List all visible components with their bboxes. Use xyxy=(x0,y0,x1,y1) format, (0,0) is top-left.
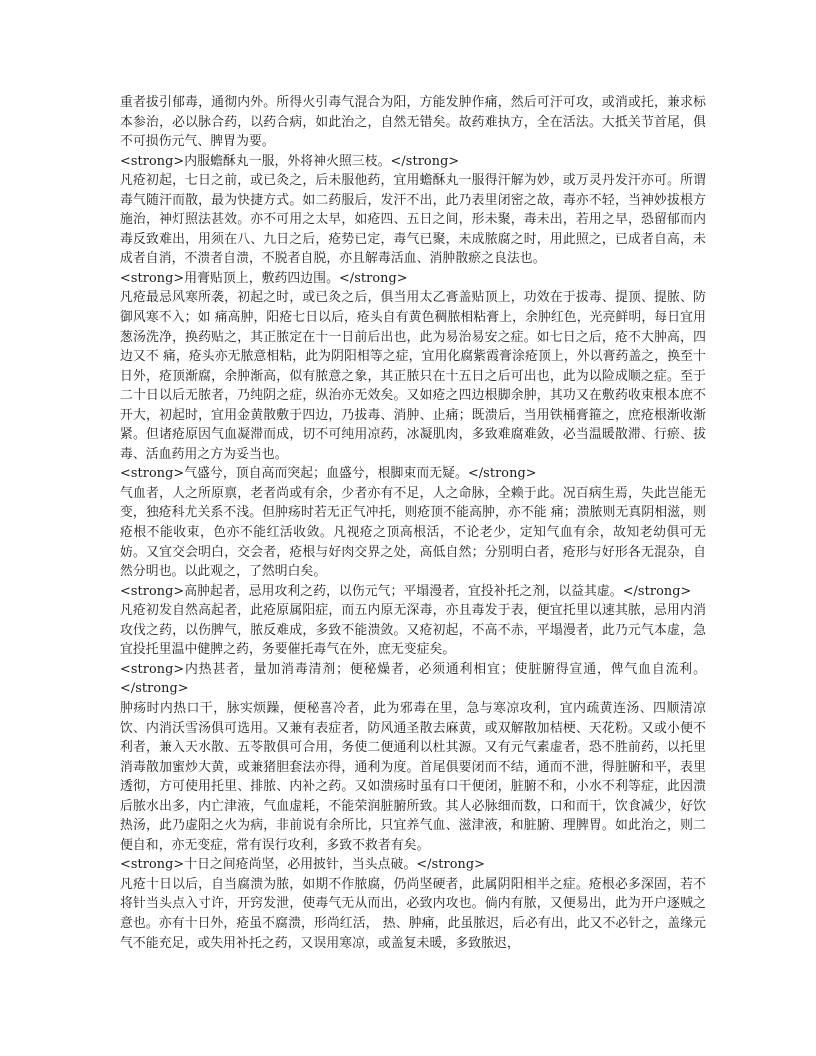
section-heading: <strong>内服蟾酥丸一服，外将神火照三枝。</strong> xyxy=(120,153,460,169)
body-paragraph: 凡疮十日以后，自当腐溃为脓，如期不作脓腐，仍尚坚硬者，此属阴阳相半之症。疮根必多深固，若不将针当头点入寸许，开窍发泄，使毒气无从而出，必致内攻也。倘内有脓，又便易出，此为开户逐贼之意也。亦有十日外，疮虽不腐溃，形尚红活， 热、肿痛，此虽脓迟，后必有出，此又不必针之，盖缘元气不能充足，或失用补托之药，又误用寒凉，或盖复未暖，多致脓迟， xyxy=(120,876,706,951)
section-heading: <strong>气盛兮，顶自高而突起；血盛兮，根脚束而无疑。</strong> xyxy=(120,466,537,482)
body-paragraph: 气血者，人之所原禀，老者尚或有余，少者亦有不足，人之命脉，全赖于此。况百病生焉，失此岂能无变，独疮科尤关系不浅。但肿疡时若无正气冲托，则疮顶不能高肿，亦不能 痛；溃脓则无真阴相滋，则疮根不能收束，色亦不能红活收敛。凡视疮之顶高根活，不论老少，定知气血有余，故知老幼俱可无妨。又宜交会明白，交会者，疮根与好肉交界之处，高低自然；分别明白者，疮形与好形各无混杂，自然分明也。以此观之，了然明白矣。 xyxy=(120,485,706,580)
section-heading: <strong>用膏贴顶上，敷药四边围。</strong> xyxy=(120,270,408,286)
body-paragraph: 凡疮初发自然高起者，此疮原属阳症，而五内原无深毒，亦且毒发于表，便宜托里以速其脓，忌用内消攻伐之药，以伤脾气，脓反难成，多致不能溃敛。又疮初起，不高不赤，平塌漫者，此乃元气本虚，急宜投托里温中健脾之药，务要催托毒气在外，庶无变症矣。 xyxy=(120,603,706,658)
body-paragraph: 凡疮最忌风寒所袭，初起之时，或已灸之后，俱当用太乙膏盖贴顶上，功效在于拔毒、提顶、提脓、防御风寒不入；如 痛高肿，阳疮七日以后，疮头自有黄色稠脓相粘膏上，余肿红色，光亮鲜明，每日宜用葱汤洗净，换药贴之，其正脓定在十一日前后出也，此为易治易安之症。如七日之后，疮不大肿高，四边又不 痛，疮头亦无脓意相粘，此为阴阳相等之症，宜用化腐紫霞膏涂疮顶上，外以膏药盖之，换至十日外，疮顶渐腐，余肿渐高，似有脓意之象，其正脓只在十五日之后可出也，此为以险成顺之症。至于二十日以后无脓者，乃纯阴之症，纵治亦无效矣。又如疮之四边根脚余肿，其功又在敷药收束根本庶不开大，初起时，宜用金黄散敷于四边，乃拔毒、消肿、止痛；既溃后，当用铁桶膏箍之，庶疮根渐收渐紧。但诸疮原因气血凝滞而成，切不可纯用凉药，冰凝肌肉，多致难腐难敛，必当温暖散滞、行瘀、拔毒、活血药用之方为妥当也。 xyxy=(120,290,706,462)
body-paragraph: 肿疡时内热口干，脉实烦躁，便秘喜冷者，此为邪毒在里，急与寒凉攻利，宜内疏黄连汤、四顺清凉饮、内消沃雪汤俱可选用。又兼有表症者，防风通圣散去麻黄，或双解散加桔梗、天花粉。又或小便不利者，兼入天水散、五苓散俱可合用，务使二便通利以杜其源。又有元气素虚者，恐不胜前药，以托里消毒散加蜜炒大黄，或兼猪胆套法亦得，通利为度。首尾俱要闭而不结，通而不泄，得脏腑和平，表里透彻，方可使用托里、排脓、内补之药。又如溃疡时虽有口干便闭，脏腑不和，小水不利等症，此因溃后脓水出多，内亡津液，气血虚耗，不能荣润脏腑所致。其人必脉细而数，口和而干，饮食减少，好饮热汤，此乃虚阳之火为病，非前说有余所比，只宜养气血、滋津液，和脏腑、理脾胃。如此治之，则二便自和，亦无变症，常有误行攻利，多致不救者有矣。 xyxy=(120,700,706,853)
section-heading: <strong>十日之间疮尚坚，必用披针，当头点破。</strong> xyxy=(120,857,485,873)
section-heading: <strong>高肿起者，忌用攻利之药，以伤元气；平塌漫者，宜投补托之剂，以益其虚。</strong> xyxy=(120,583,692,599)
body-paragraph: 重者拔引郁毒，通彻内外。所得火引毒气混合为阳，方能发肿作痛，然后可汗可攻，或消或托，兼求标本参治，必以脉合药，以药合病，如此治之，自然无错矣。故药难执方，全在活法。大抵关节首尾，俱不可损伤元气、脾胃为要。 xyxy=(120,95,706,150)
section-heading: <strong>内热甚者，量加消毒清剂；便秘燥者，必须通利相宜；使脏腑得宣通，俾气血自流利。</strong> xyxy=(120,661,706,697)
document-body xyxy=(120,93,706,953)
body-paragraph: 凡疮初起，七日之前，或已灸之，后未服他药，宜用蟾酥丸一服得汗解为妙，或万灵丹发汗亦可。所谓毒气随汗而散，最为快捷方式。如二药服后，发汗不出，此乃表里闭密之故，毒亦不轻，当神妙拔根方施治，神灯照法甚效。亦不可用之太早，如疮四、五日之间，形未聚，毒未出，若用之早，恐留郁而内毒反致难出，用须在八、九日之后，疮势已定，毒气已聚，未成脓腐之时，用此照之，已成者自高，未成者自消，不溃者自溃，不脱者自脱，亦且解毒活血、消肿散瘀之良法也。 xyxy=(120,173,706,267)
